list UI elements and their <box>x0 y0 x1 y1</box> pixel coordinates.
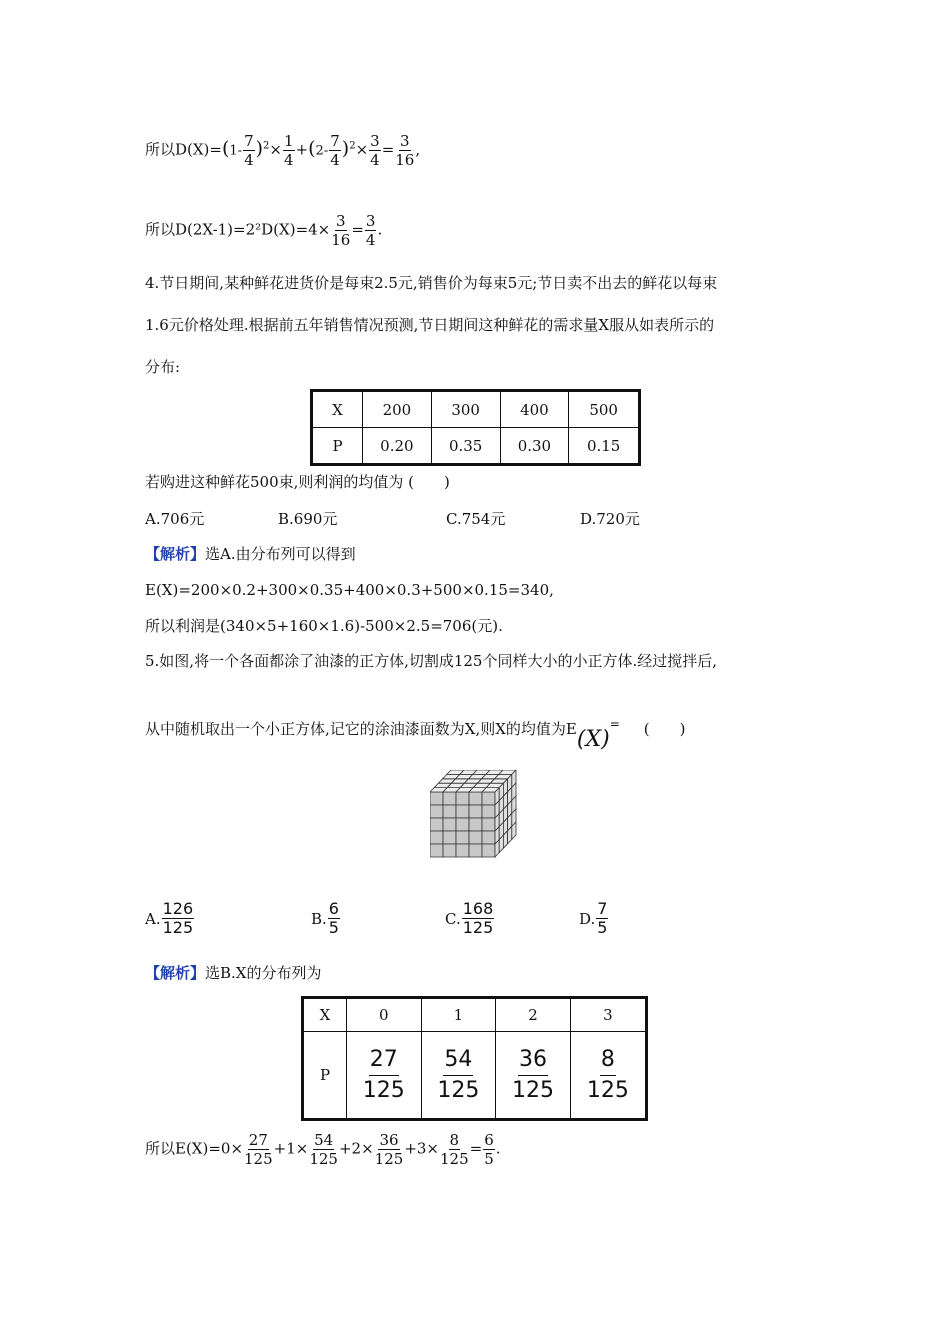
num: 8 <box>449 1131 460 1149</box>
text-prefix: 所以D(X)= <box>145 140 222 159</box>
cube-cell <box>469 805 482 818</box>
q4-question: 若购进这种鲜花500束,则利润的均值为 ( ) <box>145 473 450 491</box>
num: 7 <box>244 132 254 150</box>
den: 125 <box>362 1077 405 1103</box>
num: 36 <box>518 1045 548 1076</box>
option-label: D. <box>579 909 596 928</box>
q4-text-line2: 1.6元价格处理.根据前五年销售情况预测,节日期间这种鲜花的需求量X服从如表所示的 <box>145 316 715 334</box>
ex-equals: = <box>609 717 620 731</box>
q4-option-b[interactable]: B.690元 <box>278 510 338 528</box>
cube-cell <box>482 818 495 831</box>
paren-open: ( <box>308 137 316 160</box>
cube-cell <box>443 844 456 857</box>
cell: 400 <box>500 391 569 428</box>
analysis-label: 【解析】 <box>145 964 206 982</box>
den: 125 <box>462 918 494 937</box>
cube-cell <box>430 818 443 831</box>
dx-formula-line <box>145 132 420 169</box>
fraction <box>162 900 195 937</box>
q4-text-line3: 分布: <box>145 358 181 376</box>
cube-cell <box>443 831 456 844</box>
q5-option-d[interactable] <box>579 900 609 937</box>
table-row <box>312 428 640 465</box>
ex-symbol: (X) <box>576 727 610 752</box>
text-mid: +2× <box>338 1139 374 1158</box>
q5-final-formula <box>145 1131 501 1168</box>
den: 16 <box>395 151 415 169</box>
times: × <box>355 140 369 159</box>
fraction <box>440 1131 469 1168</box>
den: 5 <box>597 918 608 937</box>
cell: 2 <box>496 998 571 1032</box>
num: 27 <box>369 1045 399 1076</box>
num: 7 <box>597 899 608 918</box>
cube-cell <box>456 792 469 805</box>
cube-cell <box>482 844 495 857</box>
cell <box>421 1032 496 1120</box>
cell: 0.30 <box>500 428 569 465</box>
fraction <box>587 1045 629 1106</box>
cell: X <box>312 391 363 428</box>
text-mid: +1× <box>273 1139 309 1158</box>
cube-cell <box>430 805 443 818</box>
fraction <box>369 132 381 169</box>
num: 36 <box>379 1131 399 1149</box>
fraction <box>437 1045 479 1106</box>
q4-option-c[interactable]: C.754元 <box>446 510 506 528</box>
q5-text-line1: 5.如图,将一个各面都涂了油漆的正方体,切割成125个同样大小的小正方体.经过搅拌后, <box>145 652 718 670</box>
num: 3 <box>336 212 346 230</box>
fraction <box>365 212 377 249</box>
q4-analysis <box>145 544 356 564</box>
text-inner: 1- <box>229 143 243 159</box>
num: 6 <box>484 1131 494 1149</box>
option-label: B. <box>311 909 327 928</box>
text-mid: +3× <box>404 1139 439 1158</box>
cube-cell <box>430 844 443 857</box>
equals: = <box>351 220 364 239</box>
cube-cell <box>430 792 443 805</box>
q5-option-b[interactable] <box>311 900 341 937</box>
cube-cell <box>469 818 482 831</box>
times: × <box>269 140 282 159</box>
cell: 300 <box>431 391 500 428</box>
den: 125 <box>162 918 194 937</box>
option-label: C. <box>445 909 461 928</box>
cube-cell <box>482 792 495 805</box>
cube-front-face <box>430 792 495 857</box>
cube-cell <box>469 792 482 805</box>
cube-cell <box>456 818 469 831</box>
cell: 500 <box>569 391 640 428</box>
den: 125 <box>309 1150 338 1168</box>
end: . <box>377 220 383 239</box>
cube-cell <box>443 805 456 818</box>
q4-analysis-line2: E(X)=200×0.2+300×0.35+400×0.3+500×0.15=340, <box>145 581 554 599</box>
q5-option-a[interactable] <box>145 900 195 937</box>
cube-cell <box>469 831 482 844</box>
cell <box>570 1032 646 1120</box>
q4-distribution-table <box>310 389 641 466</box>
end: . <box>495 1139 501 1158</box>
cell: 0.35 <box>431 428 500 465</box>
fraction <box>395 132 414 169</box>
den: 125 <box>440 1150 469 1168</box>
den: 5 <box>484 1150 494 1168</box>
square: 2 <box>263 140 270 152</box>
q4-option-a[interactable]: A.706元 <box>145 510 205 528</box>
num: 126 <box>162 899 194 918</box>
paren-open: ( <box>221 137 230 160</box>
fraction <box>331 212 350 249</box>
cube-cell <box>443 792 456 805</box>
num: 168 <box>462 899 494 918</box>
text-prefix: 所以E(X)=0× <box>145 1139 244 1158</box>
plus: + <box>295 140 309 159</box>
cell: 1 <box>421 998 496 1032</box>
q4-analysis-line3: 所以利润是(340×5+160×1.6)-500×2.5=706(元). <box>145 617 503 635</box>
num: 3 <box>400 132 410 150</box>
den: 125 <box>374 1150 404 1168</box>
cube-cell <box>456 831 469 844</box>
num: 54 <box>314 1131 334 1149</box>
fraction <box>243 132 255 169</box>
q5-text-line2 <box>145 714 686 752</box>
d2x-formula-line <box>145 212 382 249</box>
cell: 0.15 <box>569 428 640 465</box>
cube-figure <box>430 770 530 865</box>
cell: 3 <box>570 998 646 1032</box>
cube-cell <box>469 844 482 857</box>
cell <box>496 1032 571 1120</box>
paren-close: ) <box>341 137 350 160</box>
den: 125 <box>244 1150 273 1168</box>
fraction <box>375 1131 404 1168</box>
q5-option-c[interactable] <box>445 900 495 937</box>
fraction <box>244 1131 273 1168</box>
cell <box>347 1032 422 1120</box>
table-row <box>303 1032 647 1120</box>
cube-cell <box>430 831 443 844</box>
num: 8 <box>600 1045 616 1076</box>
fraction <box>483 1131 495 1168</box>
cube-cell <box>456 844 469 857</box>
analysis-label: 【解析】 <box>145 545 206 563</box>
q5-distribution-table <box>301 996 648 1121</box>
num: 3 <box>370 132 380 150</box>
text-prefix: 所以D(2X-1)=2²D(X)=4× <box>145 220 331 239</box>
analysis-text: 选B.X的分布列为 <box>205 964 322 982</box>
den: 4 <box>370 151 380 169</box>
option-label: A. <box>145 909 161 928</box>
q5-text: 从中随机取出一个小正方体,记它的涂油漆面数为X,则X的均值为E <box>145 720 577 738</box>
cell: P <box>303 1032 347 1120</box>
cell: 0.20 <box>363 428 432 465</box>
num: 3 <box>365 212 376 230</box>
num: 27 <box>248 1131 268 1149</box>
num: 1 <box>284 132 294 150</box>
end: , <box>415 140 421 159</box>
den: 4 <box>330 151 340 169</box>
den: 4 <box>244 151 254 169</box>
cube-cell <box>456 805 469 818</box>
paren-close: ) <box>255 137 264 160</box>
fraction <box>309 1131 338 1168</box>
cell: 0 <box>347 998 422 1032</box>
table-row <box>303 998 647 1032</box>
fraction <box>363 1045 405 1106</box>
fraction <box>329 132 341 169</box>
q4-text-line1: 4.节日期间,某种鲜花进货价是每束2.5元,销售价为每束5元;节日卖不出去的鲜花以每束 <box>145 274 718 292</box>
den: 125 <box>511 1077 554 1103</box>
fraction <box>462 900 495 937</box>
fraction <box>328 900 340 937</box>
den: 16 <box>331 231 351 249</box>
fraction <box>512 1045 554 1106</box>
num: 7 <box>330 132 340 150</box>
text-inner: 2- <box>315 143 329 159</box>
fraction <box>596 900 608 937</box>
cube-cell <box>443 818 456 831</box>
den: 5 <box>328 918 339 937</box>
fraction <box>283 132 295 169</box>
num: 54 <box>443 1045 473 1076</box>
table-row <box>312 391 640 428</box>
analysis-text: 选A.由分布列可以得到 <box>205 545 356 563</box>
answer-blank: ( ) <box>643 720 686 738</box>
cube-cell <box>482 805 495 818</box>
cell: P <box>312 428 363 465</box>
square: 2 <box>349 140 356 152</box>
den: 4 <box>365 231 376 249</box>
cell: 200 <box>363 391 432 428</box>
cell: X <box>303 998 347 1032</box>
den: 125 <box>586 1077 629 1103</box>
cube-cell <box>482 831 495 844</box>
equals: = <box>469 1139 483 1158</box>
num: 6 <box>328 899 339 918</box>
q5-analysis <box>145 963 322 983</box>
den: 125 <box>437 1077 480 1103</box>
den: 4 <box>284 151 294 169</box>
equals: = <box>381 140 395 159</box>
q4-option-d[interactable]: D.720元 <box>580 510 640 528</box>
